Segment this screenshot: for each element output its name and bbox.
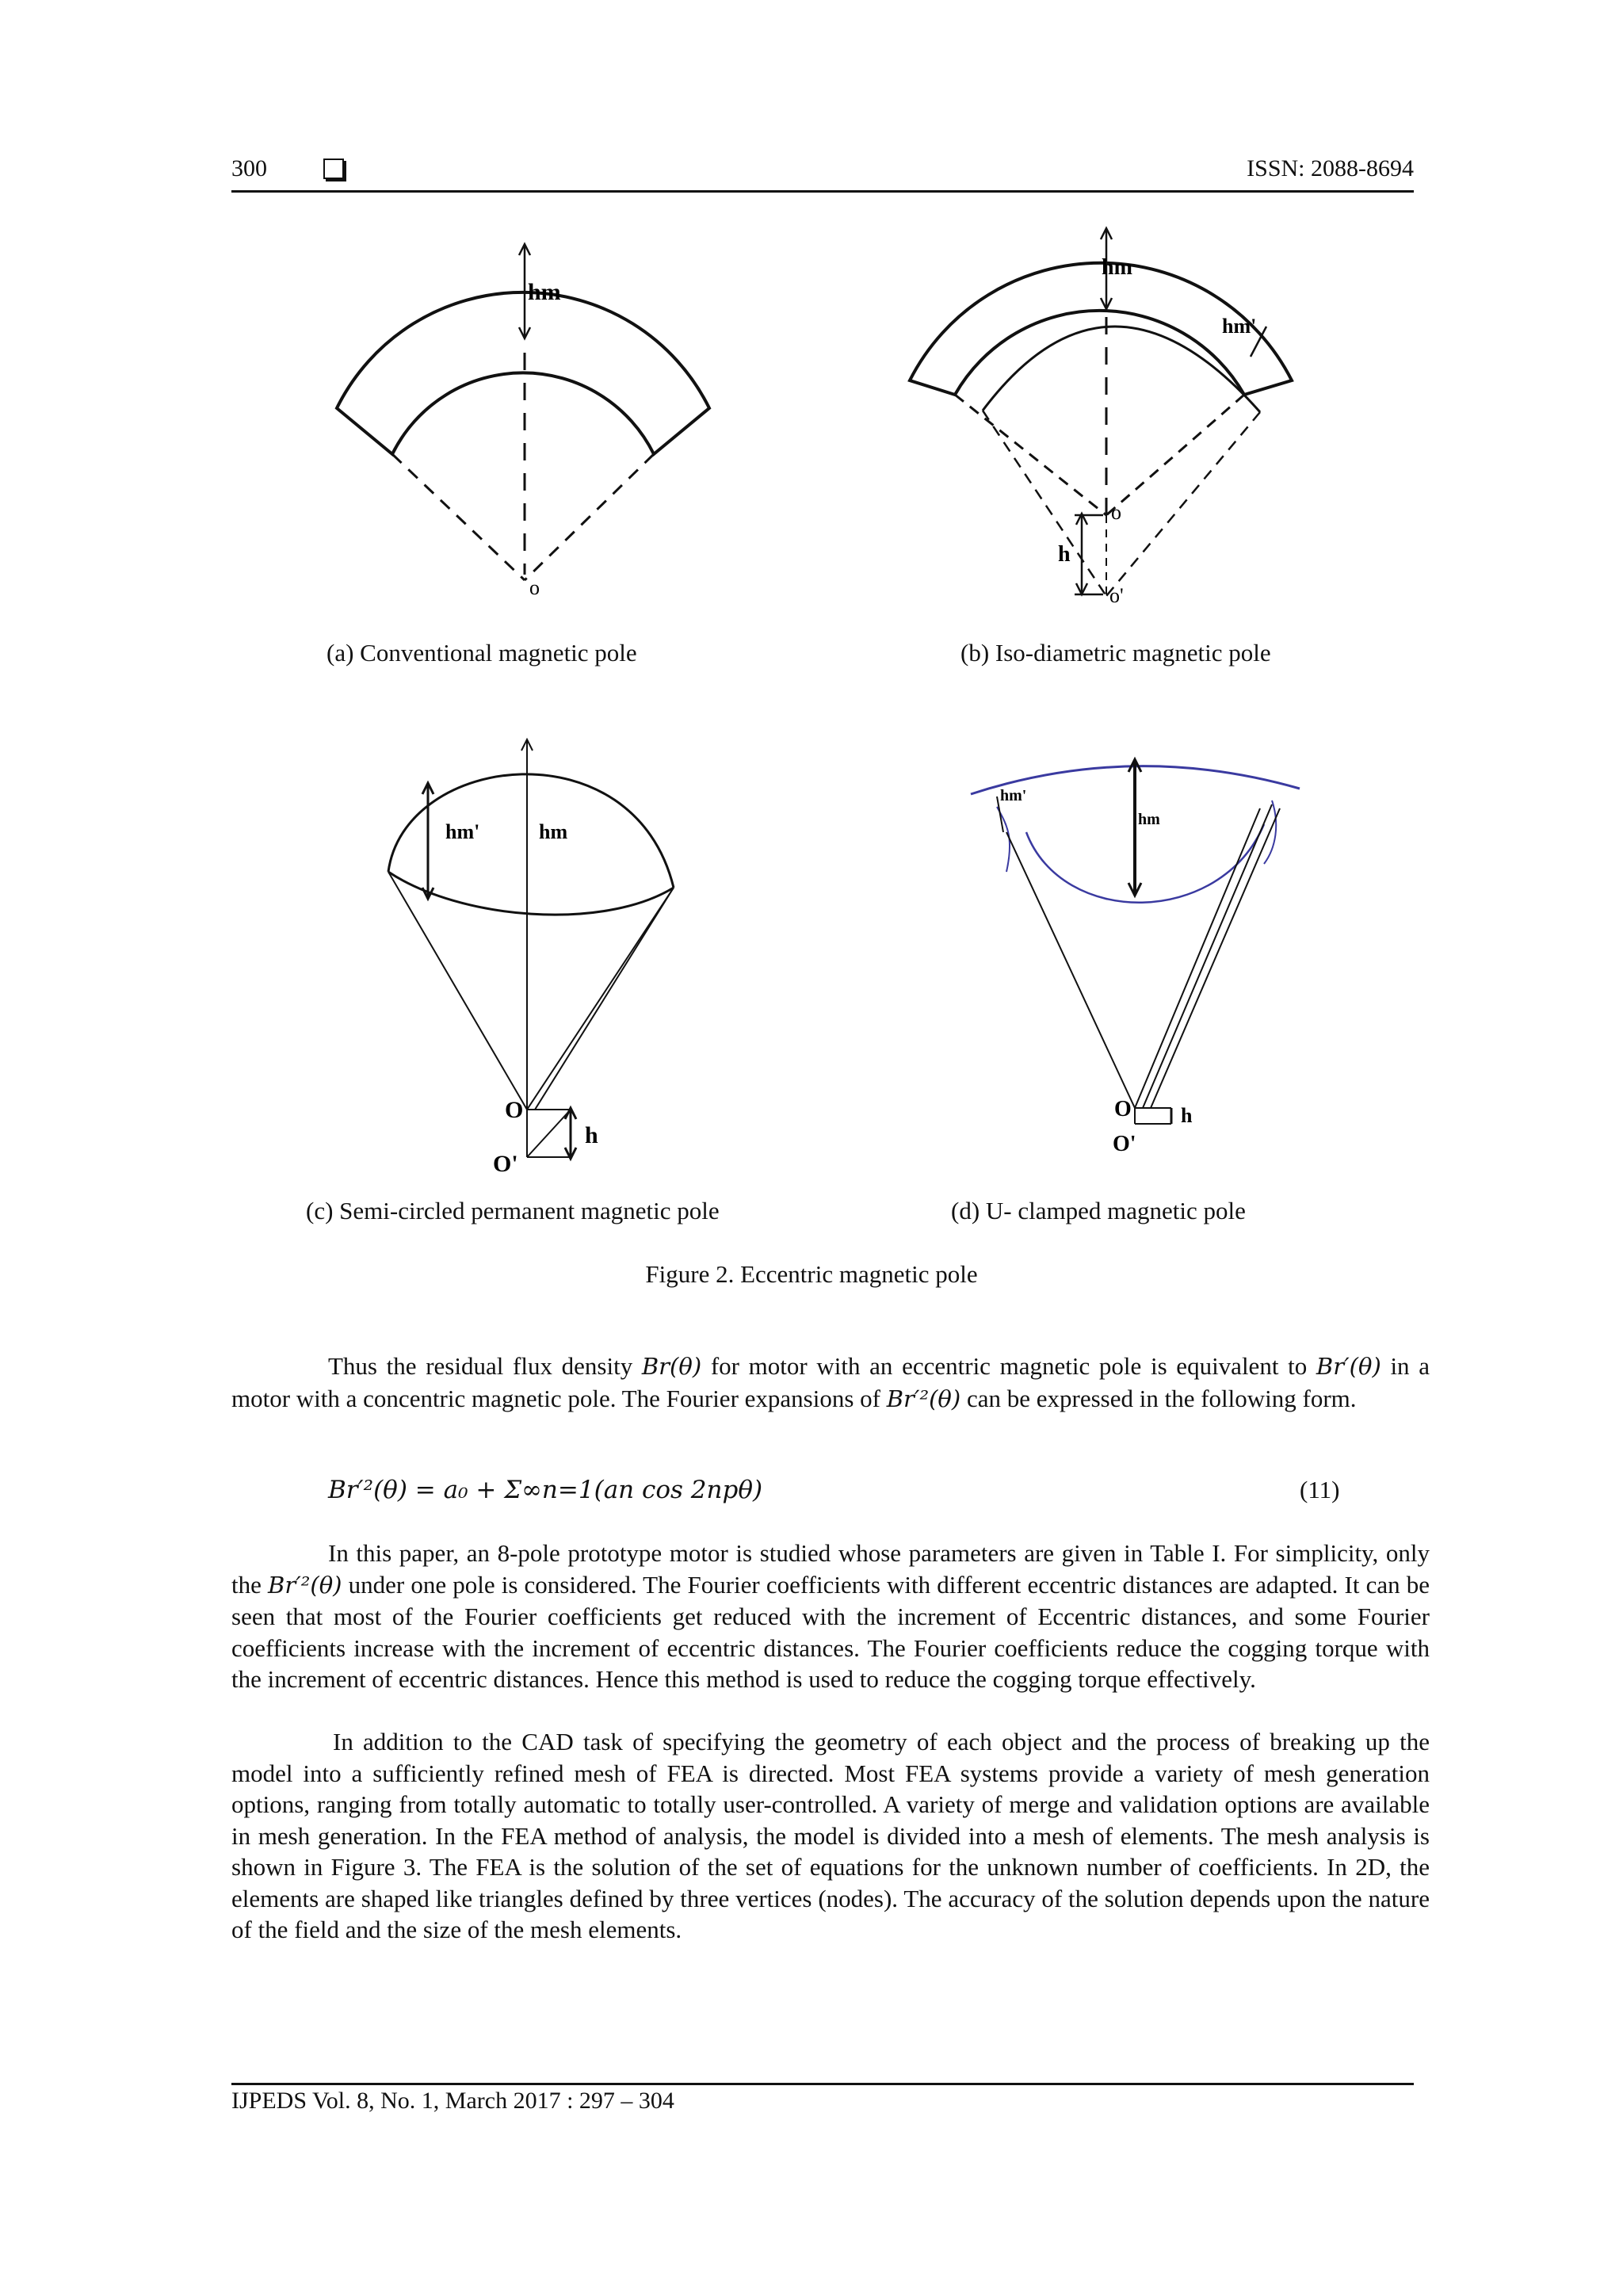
origin-label-c: O	[505, 1097, 524, 1123]
figure-panel-c	[372, 729, 705, 1173]
figure-panel-a	[317, 214, 745, 610]
paragraph-2	[231, 1538, 1430, 1695]
math-br-theta: Br(θ)	[641, 1353, 702, 1380]
figure-panel-d	[959, 745, 1316, 1157]
paragraph-1	[231, 1350, 1430, 1415]
hm-prime-label-b: hm'	[1222, 315, 1257, 338]
caption-d: (d) U- clamped magnetic pole	[951, 1197, 1246, 1224]
issn-label: ISSN: 2088-8694	[1247, 155, 1414, 181]
hm-prime-label-c: hm'	[445, 820, 480, 843]
h-label-d: h	[1181, 1104, 1193, 1127]
hm-label-c: hm	[539, 820, 568, 843]
math-br-prime-theta: Br′(θ)	[1316, 1353, 1381, 1380]
footer-rule	[231, 2083, 1414, 2085]
paragraph-1-text-a: Thus the residual flux density	[328, 1352, 642, 1380]
figure-panel-b	[896, 214, 1323, 610]
equation-number: (11)	[1300, 1476, 1340, 1503]
hm-label-b: hm	[1102, 255, 1132, 280]
origin-label-a: o	[529, 576, 540, 599]
paragraph-2-text-b: under one pole is considered. The Fourier coefficients with different eccentric distances are adapted. It can be seen that most of the Fourier coefficients get reduced with the increment of Eccentric distances, and some Fourier coefficients increase with the increment of eccentric distances. The Fourier coefficients reduce the cogging torque with the increment of eccentric distances. Hence this method is used to reduce the cogging torque effectively.	[231, 1570, 1430, 1693]
h-label-c: h	[585, 1122, 598, 1148]
origin-prime-label-c: O'	[493, 1151, 518, 1173]
origin-prime-label-b: o'	[1109, 584, 1124, 607]
hm-prime-label-d: hm'	[1000, 787, 1027, 804]
origin-prime-label-d: O'	[1113, 1132, 1136, 1156]
math-br-prime-sq-theta: Br′²(θ)	[886, 1385, 961, 1412]
square-icon	[323, 159, 344, 183]
paragraph-1-text-c: in a motor with a concentric magnetic pole. The Fourier expansions of	[231, 1352, 1430, 1412]
origin-label-b: o	[1111, 501, 1121, 524]
caption-c: (c) Semi-circled permanent magnetic pole	[306, 1197, 720, 1224]
equation-11: Br′²(θ) = a₀ + Σ∞n=1(an cos 2npθ)	[328, 1476, 763, 1504]
paragraph-1-text-d: can be expressed in the following form.	[960, 1384, 1357, 1412]
hm-label-a: hm	[528, 279, 561, 305]
paragraph-2-text-a: In this paper, an 8-pole prototype motor is studied whose parameters are given in Table I. For simplicity, only the	[231, 1539, 1430, 1599]
paragraph-3	[231, 1726, 1430, 1946]
page-number: 300	[231, 155, 267, 181]
footer-citation: IJPEDS Vol. 8, No. 1, March 2017 : 297 – 304	[231, 2088, 674, 2114]
header-rule	[231, 190, 1414, 193]
hm-label-d: hm	[1138, 811, 1160, 828]
math-br-prime-sq-theta-2: Br′²(θ)	[268, 1571, 342, 1599]
h-label-b: h	[1058, 542, 1071, 567]
origin-label-d: O	[1114, 1097, 1132, 1121]
figure-caption: Figure 2. Eccentric magnetic pole	[645, 1260, 978, 1288]
paragraph-1-text-b: for motor with an eccentric magnetic pole is equivalent to	[701, 1352, 1316, 1380]
caption-a: (a) Conventional magnetic pole	[327, 639, 637, 667]
caption-b: (b) Iso-diametric magnetic pole	[960, 639, 1271, 667]
paragraph-3-text: In addition to the CAD task of specifying the geometry of each object and the process of breaking up the model into a sufficiently refined mesh of FEA is directed. Most FEA systems provide a variety of mesh generation options, ranging from totally automatic to totally user-controlled. A variety of merge and validation options are available in mesh generation. In the FEA method of analysis, the model is divided into a mesh of elements. The mesh analysis is shown in Figure 3. The FEA is the solution of the set of equations for the unknown number of coefficients. In 2D, the elements are shaped like triangles defined by three vertices (nodes). The accuracy of the solution depends upon the nature of the field and the size of the mesh elements.	[231, 1728, 1430, 1943]
